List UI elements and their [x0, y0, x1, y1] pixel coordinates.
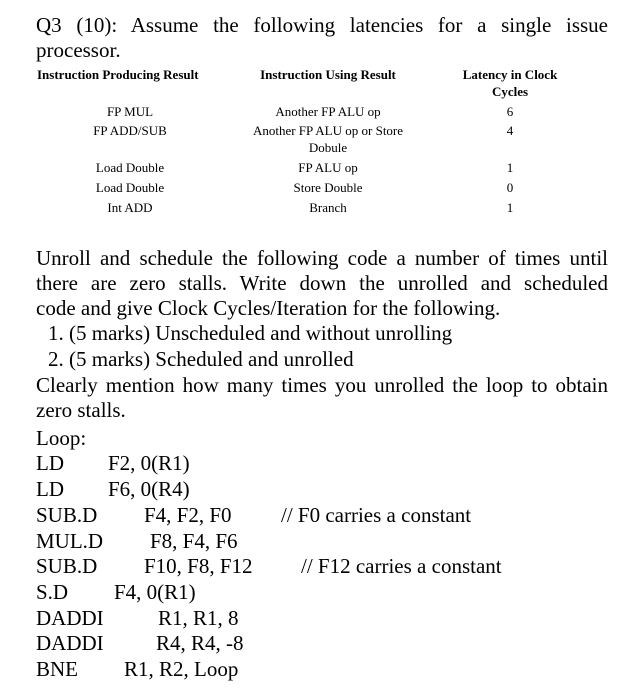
code-args: R1, R2, Loop [124, 657, 239, 681]
instruction-paragraph-line: code and give Clock Cycles/Iteration for the following. [36, 296, 501, 320]
code-comment: // F12 carries a constant [301, 554, 502, 578]
table-cell-latency: 1 [506, 200, 514, 215]
code-args: R4, R4, -8 [156, 631, 244, 655]
code-op: SUB.D [36, 503, 98, 527]
table-cell-using: Another FP ALU op or Store [252, 123, 404, 138]
col-header-producing: Instruction Producing Result [37, 67, 199, 82]
table-cell-using: FP ALU op [298, 160, 358, 175]
table-cell-using: Store Double [293, 180, 363, 195]
code-args: F4, F2, F0 [144, 503, 232, 527]
code-args: F10, F8, F12 [144, 554, 253, 578]
table-cell-producing: Load Double [95, 180, 165, 195]
col-header-latency: Latency in Clock [462, 67, 558, 82]
note-line: Clearly mention how many times you unrolled the loop to obtain [36, 373, 608, 397]
code-op: MUL.D [36, 529, 104, 553]
code-op: S.D [36, 580, 69, 604]
code-comment: // F0 carries a constant [281, 503, 472, 527]
table-cell-latency: 4 [506, 123, 514, 138]
code-op: DADDI [36, 631, 104, 655]
table-cell-latency: 0 [506, 180, 514, 195]
list-item: 2. (5 marks) Scheduled and unrolled [48, 347, 354, 371]
table-cell-latency: 6 [506, 104, 514, 119]
code-label: Loop: [36, 426, 87, 450]
table-cell-producing: Load Double [95, 160, 165, 175]
table-cell-producing: FP MUL [106, 104, 154, 119]
table-cell-producing: Int ADD [107, 200, 153, 215]
question-heading: Q3 (10): Assume the following latencies for a single issue [36, 13, 608, 37]
code-op: LD [36, 477, 64, 501]
code-op: LD [36, 451, 64, 475]
table-cell-using: Another FP ALU op [275, 104, 381, 119]
table-cell-latency: 1 [506, 160, 514, 175]
code-op: BNE [36, 657, 78, 681]
note-line: zero stalls. [36, 398, 126, 422]
list-item: 1. (5 marks) Unscheduled and without unrolling [48, 321, 453, 345]
code-args: F6, 0(R4) [108, 477, 190, 501]
col-header-using: Instruction Using Result [260, 67, 396, 82]
code-args: F2, 0(R1) [108, 451, 190, 475]
code-args: R1, R1, 8 [158, 606, 239, 630]
instruction-paragraph-line: there are zero stalls. Write down the unrolled and scheduled [36, 271, 608, 295]
instruction-paragraph-line: Unroll and schedule the following code a number of times until [36, 246, 608, 270]
table-cell-using: Branch [309, 200, 347, 215]
question-heading-cont: processor. [36, 38, 121, 62]
table-cell-producing: FP ADD/SUB [93, 123, 167, 138]
col-header-latency-cont: Cycles [491, 84, 529, 99]
code-args: F8, F4, F6 [150, 529, 238, 553]
code-op: SUB.D [36, 554, 98, 578]
code-op: DADDI [36, 606, 104, 630]
table-cell-using-cont: Dobule [308, 140, 348, 155]
code-args: F4, 0(R1) [114, 580, 196, 604]
